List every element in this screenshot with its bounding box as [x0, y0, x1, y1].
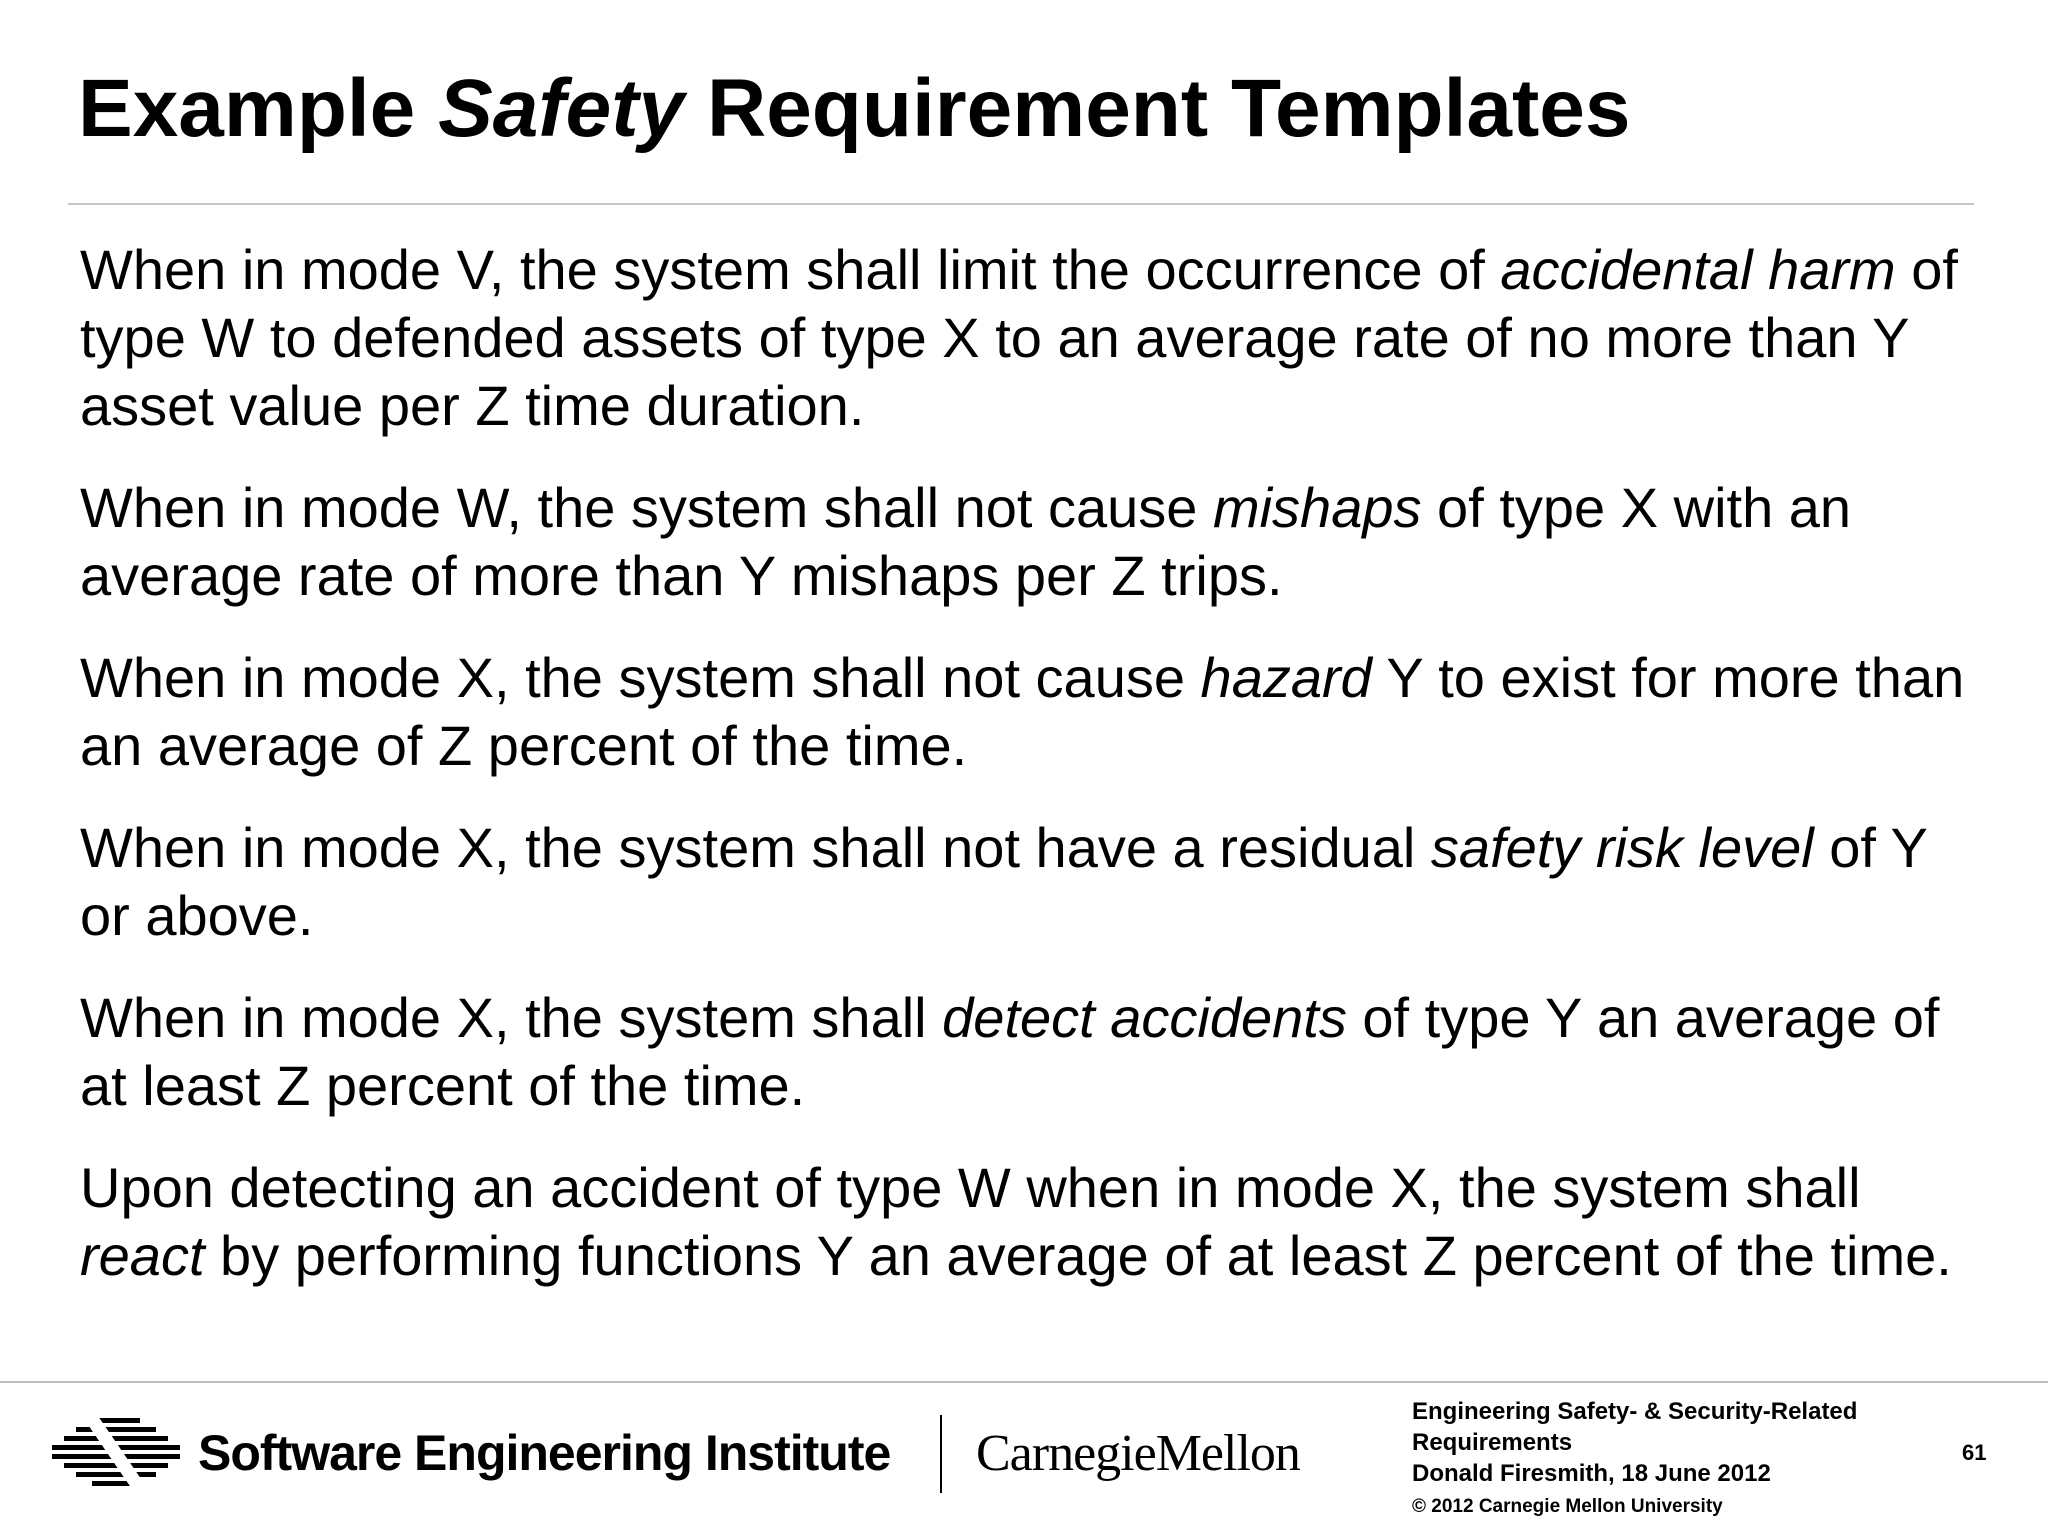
author-date: Donald Firesmith, 18 June 2012 [1412, 1460, 1771, 1487]
paragraph-emphasis: detect accidents [942, 986, 1347, 1049]
slide-body [80, 236, 1980, 1324]
paragraph-text: of type X with an average rate of more than Y mishaps per Z trips. [80, 476, 1852, 607]
paragraph-text: of type W to defended assets of type X to an average rate of no more than Y asset value per Z time duration. [80, 238, 1958, 437]
footer-info [1412, 1396, 1932, 1489]
sei-wordmark: Software Engineering Institute [198, 1425, 891, 1481]
slide-title-tail: Requirement Templates [684, 63, 1631, 154]
copyright-notice: © 2012 Carnegie Mellon University [1412, 1496, 1723, 1517]
slide-title-emphasis: Safety [438, 63, 685, 154]
paragraph-text: When in mode X, the system shall [80, 986, 943, 1049]
paragraph-text: When in mode V, the system shall limit the occurrence of [80, 238, 1501, 301]
paragraph-text: of Y or above. [80, 816, 1927, 947]
sei-logo-icon [52, 1416, 180, 1492]
paragraph-text: When in mode X, the system shall not cause [80, 646, 1201, 709]
cmu-wordmark: CarnegieMellon [976, 1425, 1300, 1482]
template-paragraph-5 [80, 984, 1980, 1120]
paragraph-emphasis: safety risk level [1430, 816, 1814, 879]
title-divider [68, 203, 1974, 205]
paragraph-text: When in mode W, the system shall not cause [80, 476, 1213, 539]
paragraph-emphasis: react [80, 1224, 205, 1287]
slide-title-lead: Example [78, 63, 439, 154]
page-number: 61 [1962, 1440, 1987, 1465]
paragraph-text: by performing functions Y an average of at least Z percent of the time. [204, 1224, 1952, 1287]
presentation-title: Engineering Safety- & Security-Related Requirements [1412, 1398, 1858, 1456]
paragraph-emphasis: mishaps [1212, 476, 1422, 539]
footer-divider [0, 1381, 2048, 1383]
paragraph-emphasis: hazard [1200, 646, 1372, 709]
template-paragraph-3 [80, 644, 1980, 780]
template-paragraph-4 [80, 814, 1980, 950]
template-paragraph-1 [80, 236, 1980, 440]
paragraph-text: Y to exist for more than an average of Z percent of the time. [80, 646, 1965, 777]
slide-title [78, 62, 1631, 156]
paragraph-text: When in mode X, the system shall not have a residual [80, 816, 1431, 879]
template-paragraph-6 [80, 1154, 1980, 1290]
paragraph-text: Upon detecting an accident of type W when in mode X, the system shall [80, 1156, 1861, 1219]
footer-vertical-divider [940, 1415, 942, 1493]
paragraph-emphasis: accidental harm [1500, 238, 1896, 301]
template-paragraph-2 [80, 474, 1980, 610]
paragraph-text: of type Y an average of at least Z percent of the time. [80, 986, 1940, 1117]
